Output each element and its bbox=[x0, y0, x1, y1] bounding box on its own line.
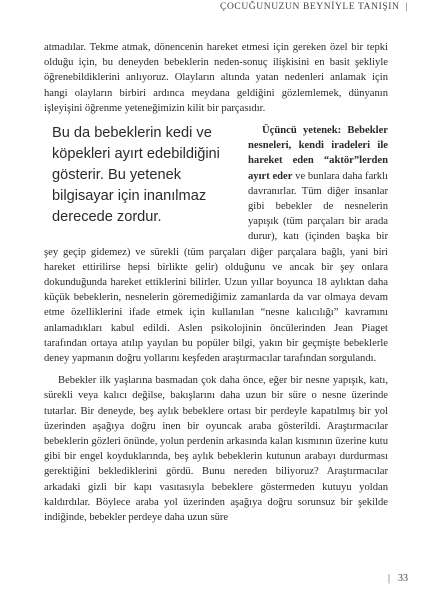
paragraph-2-bold-lead: Üçüncü yetenek: Bebekler nesneleri, kendi iradeleri ile hareket eden “aktör”lerden ayırt eder bbox=[248, 125, 388, 182]
paragraph-1: atmadılar. Tekme atmak, dönencenin hareket etmesi için gereken özel bir tepki olduğu için, bu deneyden bebeklerin neden-sonuç ilişkisini en basit şekliyle öğrenebildiklerini anlıyoruz. Olayların altında yatan nedenleri anlamak için hangi olayların birbiri ardınca meydana geldiğini gözlemlemek, dünyanın işleyişini öğrenme yeteneğimizin kilit bir parçasıdır. bbox=[44, 42, 388, 114]
paragraph-2-rest: ve bunlara daha farklı davranırlar. Tüm diğer insanlar gibi bebekler de nesnelerin yapışık (tüm parçaları bir arada durur), katı (içinden başka bir şey geçip gidemez) ve sürekli (tüm parçaları diğer parçalara bağlı, yani biri hareket ettirilirse hepsi birlikte gelir) olduğunu ve ancak bir şey onlara dokunduğunda hareket ettiklerini bilirler. Uzun yıllar boyunca 18 aylıktan daha küçük bebeklerin, nesnelerin göremediğimiz zamanlarda da var olmaya devam etme özelliklerini ifade etmek için kullanılan “nesne kalıcılığı” kavramını anlamadıkları kabul edildi. Aslen psikolojinin öncülerinden Jean Piaget tarafından ortaya atılıp yayılan bu popüler bilgi, yakın bir geçmişte bebeklerle deney yapmanın doğru yollarını keşfeden araştırmacılar tarafından sorgulandı. bbox=[44, 170, 388, 365]
page-footer bbox=[388, 573, 408, 584]
footer-separator: | bbox=[387, 573, 390, 584]
pull-quote: Bu da bebeklerin kedi ve köpekleri ayırt edebildiğini gösterir. Bu yetenek bilgisayar için inanılmaz derecede zordur. bbox=[52, 125, 220, 226]
page-number: 33 bbox=[398, 573, 408, 584]
running-header bbox=[220, 2, 408, 12]
running-title: ÇOCUĞUNUZUN BEYNİYLE TANIŞIN bbox=[220, 2, 400, 12]
body-text bbox=[44, 40, 388, 525]
header-separator: | bbox=[405, 2, 408, 12]
paragraph-3: Bebekler ilk yaşlarına basmadan çok daha önce, eğer bir nesne yapışık, katı, sürekli veya kalıcı değilse, bakışlarını daha uzun bir süre o nesne üzerinde tutarlar. Bir deneyde, beş aylık bebeklere ortası bir perdeyle kapatılmış bir yol üzerinden aşağıya doğru inen bir oyuncak araba gösterildi. Araştırmacılar bebeklerin gözleri önünde, yolun perdenin arkasında kalan kısmının üzerine kutu gibi bir engel koyduklarında, beş aylık bebeklerin kutunun arabayı durdurması gerektiğini beklediklerini gördü. Bunu nereden biliyoruz? Araştırmacılar arkadaki gizli bir kapı vasıtasıyla bebeklere göstermeden kutuyu yoldan kaldırdılar. Böylece araba yol üzerinden aşağıya doğru sorunsuz bir şekilde indiğinde, bebekler perdeye daha uzun süre bbox=[44, 375, 388, 524]
